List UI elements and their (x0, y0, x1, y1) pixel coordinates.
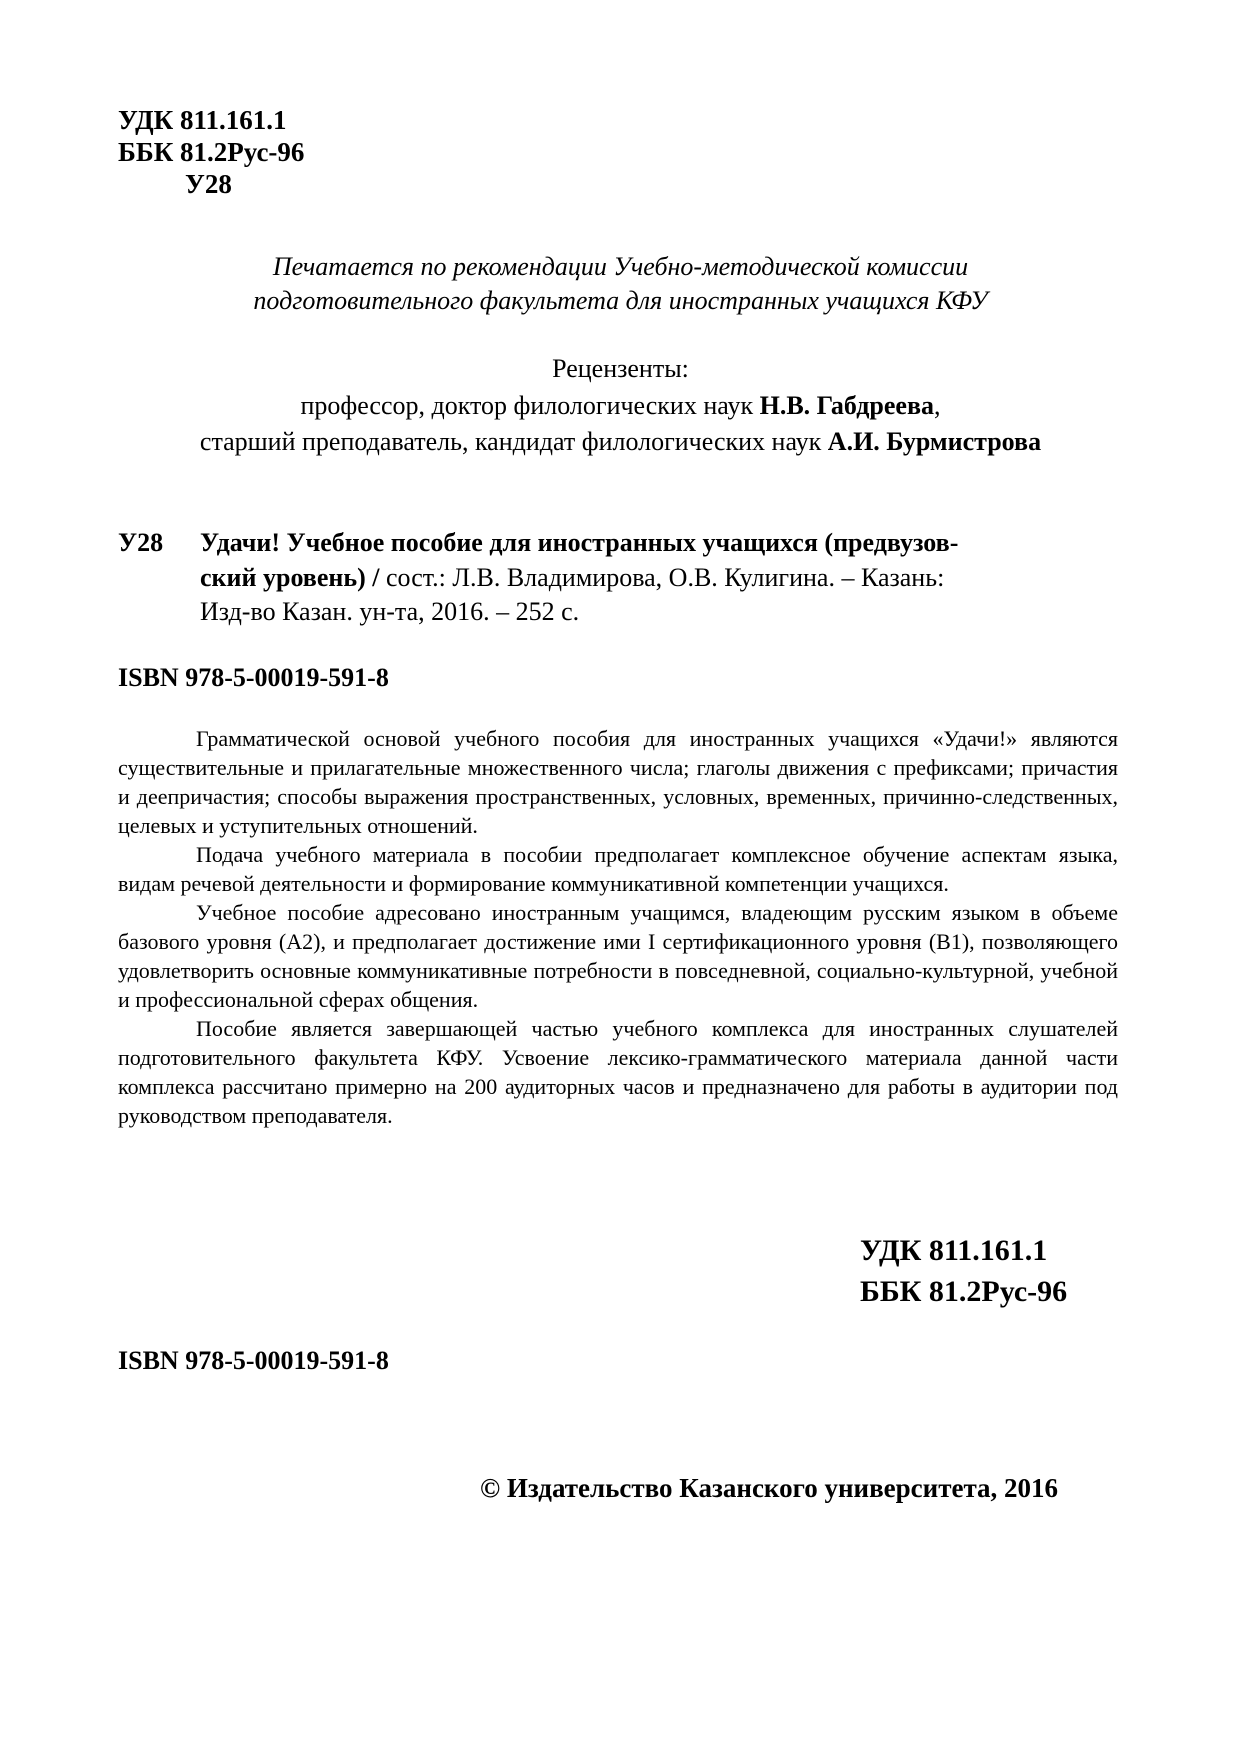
bbk-code: ББК 81.2Рус-96 (118, 137, 305, 167)
recommendation-line-1: Печатается по рекомендации Учебно-методической комиссии (272, 252, 969, 281)
abstract-paragraph-3: Учебное пособие адресовано иностранным учащимся, владеющим русским языком в объеме базового уровня (А2), и предполагает достижение ими I сертификационного уровня (В1), позволяющего удовлетворить основные коммуникативные потребности в повседневной, социально-культурной, учебной и профессиональной сферах общения. (118, 900, 1118, 1012)
reviewers-heading: Рецензенты: (552, 354, 689, 383)
abstract-paragraph-1: Грамматической основой учебного пособия для иностранных учащихся «Удачи!» являются существительные и прилагательные множественного числа; глаголы движения с префиксами; причастия и деепричастия; способы выражения пространственных, условных, временных, причинно-следственных, целевых и уступительных отношений. (118, 726, 1118, 838)
reviewer-2-name: А.И. Бурмистрова (827, 427, 1042, 456)
bib-slash: / (365, 563, 386, 592)
abstract-paragraph-2: Подача учебного материала в пособии предполагает комплексное обучение аспектам языка, видам речевой деятельности и формирование коммуникативной компетенции учащихся. (118, 842, 1118, 896)
author-mark: У28 (185, 169, 232, 199)
reviewer-1-title: профессор, доктор филологических наук (300, 391, 760, 420)
bib-title-line-2: ский уровень) (200, 563, 366, 592)
isbn: ISBN 978-5-00019-591-8 (118, 663, 389, 692)
footer-udk-code: УДК 811.161.1 (860, 1234, 1048, 1267)
reviewer-2 (0, 427, 1241, 457)
abstract-paragraph-4: Пособие является завершающей частью учебного комплекса для иностранных слушателей подготовительного факультета КФУ. Усвоение лексико-грамматического материала данной части комплекса рассчитано примерно на 200 аудиторных часов и предназначено для работы в аудитории под руководством преподавателя. (118, 1016, 1118, 1128)
bib-line-2 (200, 563, 944, 593)
udk-code: УДК 811.161.1 (118, 105, 287, 135)
reviewer-2-title: старший преподаватель, кандидат филологических наук (199, 427, 828, 456)
abstract (118, 724, 1118, 1130)
recommendation-line-2: подготовительного факультета для иностранных учащихся КФУ (253, 286, 988, 315)
bib-title-line-1: Удачи! Учебное пособие для иностранных учащихся (предвузов- (200, 528, 959, 557)
copyright: © Издательство Казанского университета, 2016 (480, 1473, 1059, 1503)
bib-publisher: Изд-во Казан. ун-та, 2016. – 252 с. (200, 597, 580, 626)
footer-bbk-code: ББК 81.2Рус-96 (860, 1275, 1068, 1308)
bib-authors: сост.: Л.В. Владимирова, О.В. Кулигина. – Казань: (386, 563, 945, 592)
bib-code: У28 (118, 528, 164, 557)
footer-isbn: ISBN 978-5-00019-591-8 (118, 1346, 389, 1375)
reviewer-1-suffix: , (934, 391, 941, 420)
reviewer-1 (0, 391, 1241, 421)
reviewer-1-name: Н.В. Габдреева (759, 391, 935, 420)
